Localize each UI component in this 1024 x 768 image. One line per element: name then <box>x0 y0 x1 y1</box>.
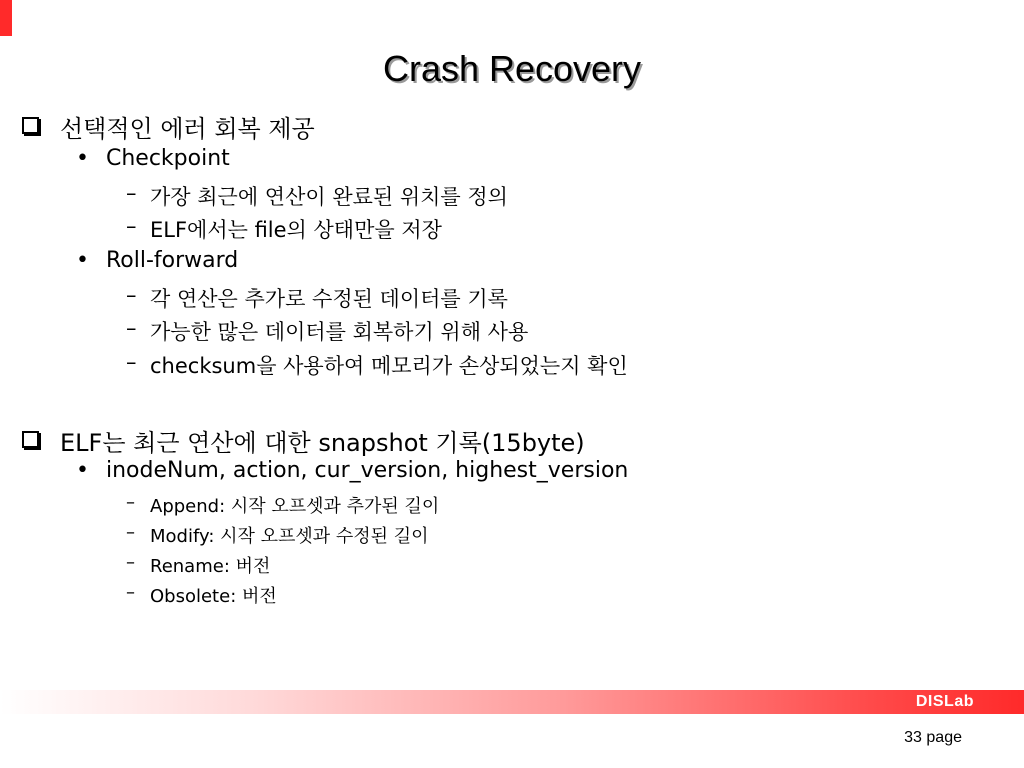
page-number: 33 page <box>904 729 962 746</box>
bullet-text: checksum을 사용하여 메모리가 손상되었는지 확인 <box>150 354 628 378</box>
dash-bullet-icon: – <box>126 552 135 573</box>
dash-bullet-icon: – <box>126 214 137 238</box>
bullet-text: 가능한 많은 데이터를 회복하기 위해 사용 <box>150 320 529 344</box>
dash-bullet-icon: – <box>126 522 135 543</box>
bullet-text: Checkpoint <box>106 146 230 171</box>
dash-bullet-icon: – <box>126 316 137 340</box>
slide-title: Crash Recovery <box>382 48 642 89</box>
bullet-text: ELF에서는 file의 상태만을 저장 <box>150 218 442 242</box>
bullet-text: Obsolete: 버전 <box>150 586 277 607</box>
footer-gradient-bar <box>0 690 1024 714</box>
brand-label: DISLab <box>915 693 974 710</box>
dash-bullet-icon: – <box>126 283 137 307</box>
dash-bullet-icon: – <box>126 350 137 374</box>
checkbox-bullet-icon <box>22 117 39 134</box>
bullet-text: 가장 최근에 연산이 완료된 위치를 정의 <box>150 185 508 209</box>
checkbox-bullet-icon <box>22 431 39 448</box>
bullet-dot-icon: • <box>76 248 89 273</box>
bullet-text: Modify: 시작 오프셋과 수정된 길이 <box>150 526 429 547</box>
bullet-dot-icon: • <box>76 146 89 171</box>
dash-bullet-icon: – <box>126 582 135 603</box>
dash-bullet-icon: – <box>126 181 137 205</box>
bullet-text: 선택적인 에러 회복 제공 <box>60 115 315 143</box>
bullet-text: inodeNum, action, cur_version, highest_version <box>106 458 629 483</box>
bullet-dot-icon: • <box>76 458 89 483</box>
bullet-text: Roll-forward <box>106 248 239 273</box>
bullet-text: ELF는 최근 연산에 대한 snapshot 기록(15byte) <box>60 429 585 457</box>
bullet-text: Rename: 버전 <box>150 556 271 577</box>
bullet-text: 각 연산은 추가로 수정된 데이터를 기록 <box>150 287 508 311</box>
dash-bullet-icon: – <box>126 492 135 513</box>
bullet-text: Append: 시작 오프셋과 추가된 길이 <box>150 496 440 517</box>
corner-accent-mark <box>0 0 12 36</box>
